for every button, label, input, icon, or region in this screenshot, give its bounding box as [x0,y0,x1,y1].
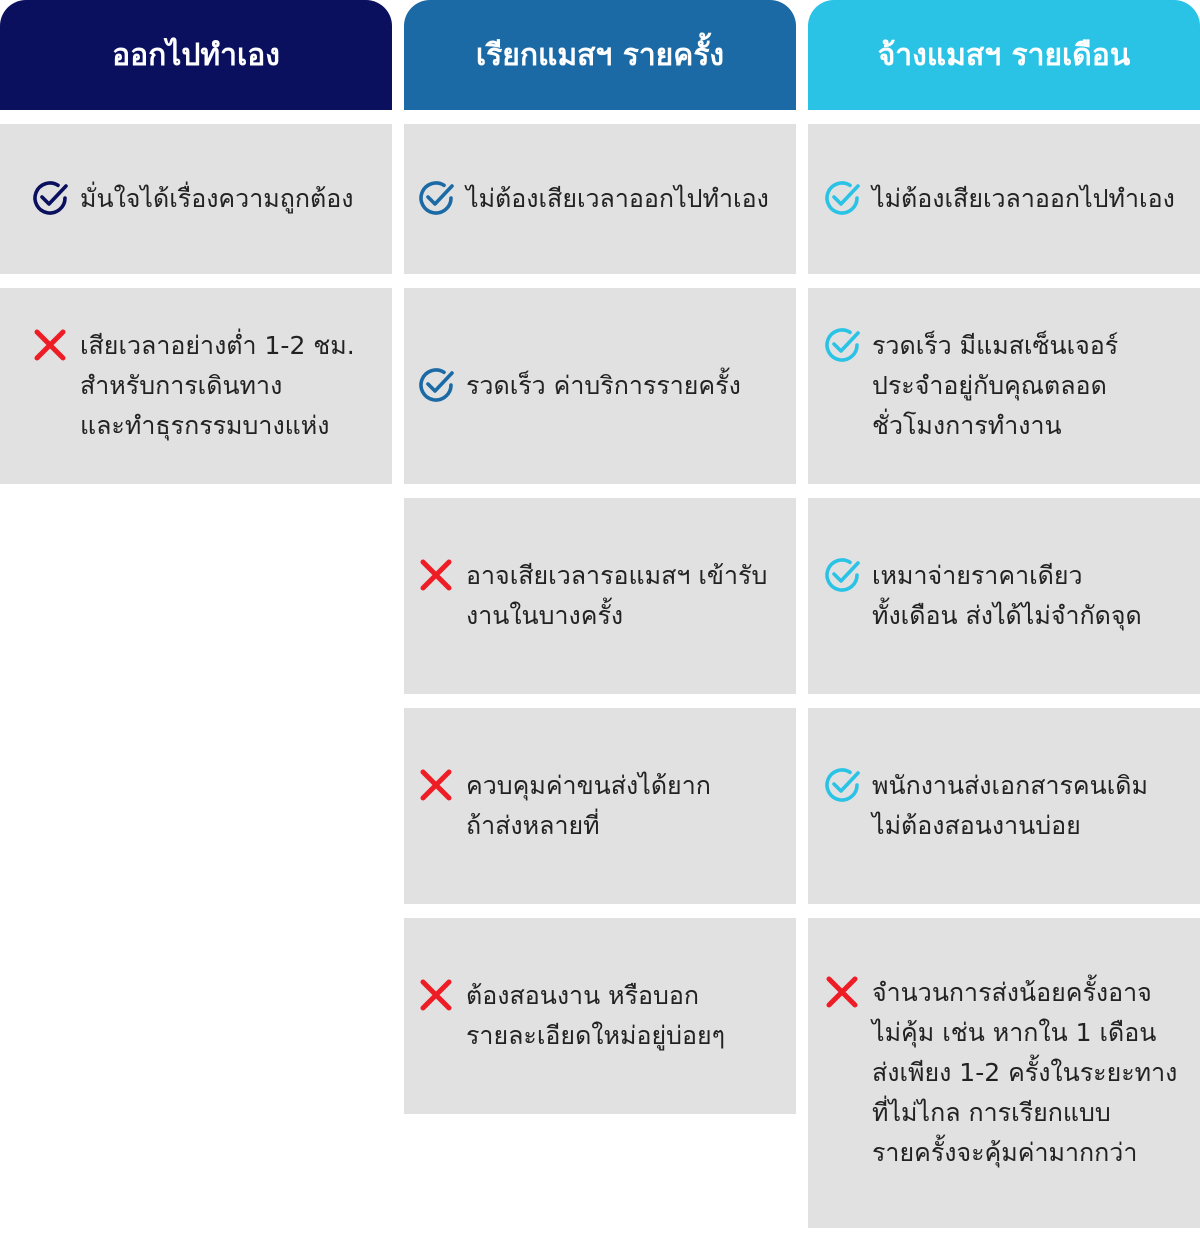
cell-text: เหมาจ่ายราคาเดียว ทั้งเดือน ส่งได้ไม่จำกัดจุด [872,561,1142,630]
column-header [808,0,1200,110]
cell-text: เสียเวลาอย่างต่ำ 1-2 ชม. สำหรับการเดินทาง และทำธุรกรรมบางแห่ง [80,331,355,440]
cell-text: ควบคุมค่าขนส่งได้ยาก ถ้าส่งหลายที่ [466,771,711,840]
cell-text: ไม่ต้องเสียเวลาออกไปทำเอง [872,184,1175,213]
comparison-cell [404,288,796,484]
cell-text: พนักงานส่งเอกสารคนเดิม ไม่ต้องสอนงานบ่อย [872,771,1149,840]
column-title: จ้างแมสฯ รายเดือน [877,37,1131,73]
column-title: ออกไปทำเอง [112,37,280,73]
cell-text: อาจเสียเวลารอแมสฯ เข้ารับ งานในบางครั้ง [466,561,768,630]
cell-text: ไม่ต้องเสียเวลาออกไปทำเอง [466,184,769,213]
cell-text: ต้องสอนงาน หรือบอก รายละเอียดใหม่อยู่บ่อยๆ [466,981,726,1050]
check-circle-icon [30,178,72,218]
comparison-cell [808,708,1200,904]
comparison-cell [404,708,796,904]
column-header [404,0,796,110]
cross-icon [30,325,72,365]
column-header [0,0,392,110]
comparison-cell [404,918,796,1114]
cell-text: จำนวนการส่งน้อยครั้งอาจ ไม่คุ้ม เช่น หากใน 1 เดือน ส่งเพียง 1-2 ครั้งในระยะทาง ที่ไม่ไกล การเรียกแบบ รายครั้งจะคุ้มค่ามากกว่า [872,978,1178,1167]
comparison-cell [0,288,392,484]
column-title: เรียกแมสฯ รายครั้ง [475,37,725,73]
cell-text: รวดเร็ว มีแมสเซ็นเจอร์ ประจำอยู่กับคุณตลอด ชั่วโมงการทำงาน [872,331,1119,440]
comparison-cell [808,498,1200,694]
check-circle-icon [822,325,864,365]
comparison-cell [808,288,1200,484]
comparison-cell [404,124,796,274]
check-circle-icon [416,365,458,405]
cross-icon [416,555,458,595]
comparison-cell [404,498,796,694]
column-monthly [808,0,1200,1242]
cross-icon [416,975,458,1015]
cell-text: มั่นใจได้เรื่องความถูกต้อง [80,184,354,213]
check-circle-icon [822,765,864,805]
column-per-trip [404,0,796,1128]
check-circle-icon [822,178,864,218]
cell-text: รวดเร็ว ค่าบริการรายครั้ง [466,371,741,400]
check-circle-icon [822,555,864,595]
column-diy [0,0,392,498]
comparison-cell [0,124,392,274]
comparison-cell [808,124,1200,274]
comparison-cell [808,918,1200,1228]
check-circle-icon [416,178,458,218]
cross-icon [416,765,458,805]
cross-icon [822,972,864,1012]
